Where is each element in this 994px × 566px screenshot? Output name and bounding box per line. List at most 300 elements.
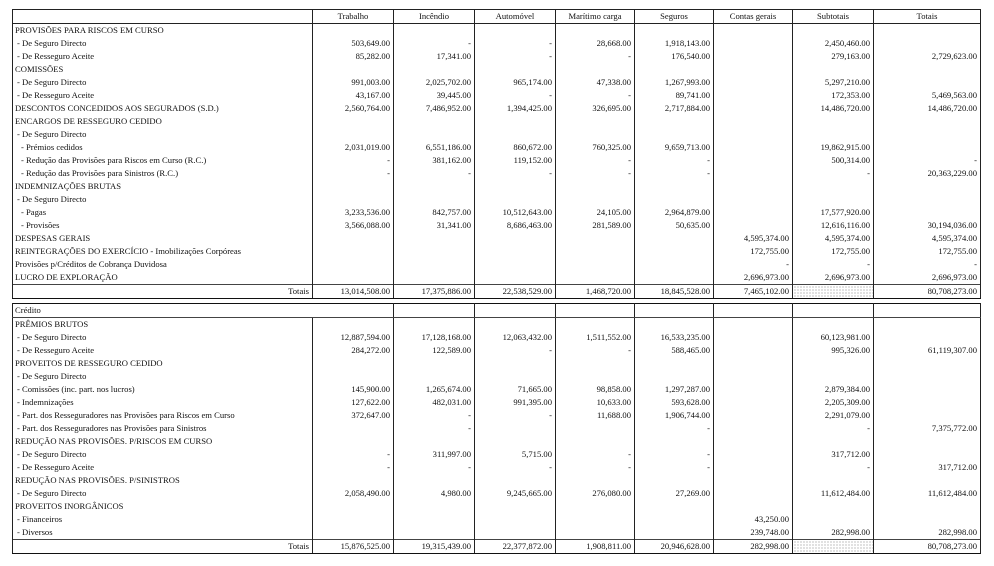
cell-subtotais bbox=[793, 318, 874, 332]
row-label: - De Seguro Directo bbox=[13, 128, 313, 141]
cell-automovel: 5,715.00 bbox=[475, 448, 556, 461]
cell-contas-gerais bbox=[714, 409, 793, 422]
cell-seguros bbox=[635, 193, 714, 206]
cell-contas-gerais bbox=[714, 154, 793, 167]
cell-incendio bbox=[394, 63, 475, 76]
shaded-cell bbox=[793, 285, 874, 299]
cell-maritimo-carga: - bbox=[556, 448, 635, 461]
cell-automovel bbox=[475, 526, 556, 540]
cell-maritimo-carga: 28,668.00 bbox=[556, 37, 635, 50]
cell-trabalho bbox=[313, 63, 394, 76]
cell-automovel bbox=[475, 318, 556, 332]
cell-automovel: 8,686,463.00 bbox=[475, 219, 556, 232]
cell-seguros bbox=[635, 357, 714, 370]
cell-subtotais bbox=[793, 24, 874, 38]
row-label: - De Resseguro Aceite bbox=[13, 344, 313, 357]
cell-totais: 172,755.00 bbox=[874, 245, 981, 258]
cell-totais bbox=[874, 76, 981, 89]
cell-subtotais bbox=[793, 115, 874, 128]
cell-seguros bbox=[635, 115, 714, 128]
cell-incendio bbox=[394, 435, 475, 448]
cell-incendio bbox=[394, 513, 475, 526]
cell-incendio: 17,128,168.00 bbox=[394, 331, 475, 344]
cell-trabalho: 145,900.00 bbox=[313, 383, 394, 396]
cell-contas-gerais bbox=[714, 422, 793, 435]
cell-subtotais bbox=[793, 435, 874, 448]
cell-subtotais bbox=[793, 500, 874, 513]
cell-automovel: 860,672.00 bbox=[475, 141, 556, 154]
cell-totais bbox=[874, 206, 981, 219]
cell-maritimo-carga bbox=[556, 258, 635, 271]
cell-subtotais: 12,616,116.00 bbox=[793, 219, 874, 232]
cell-totais: 61,119,307.00 bbox=[874, 344, 981, 357]
cell-seguros bbox=[635, 128, 714, 141]
cell-subtotais: 5,297,210.00 bbox=[793, 76, 874, 89]
cell-totais bbox=[874, 193, 981, 206]
cell-maritimo-carga bbox=[556, 232, 635, 245]
cell-trabalho bbox=[313, 435, 394, 448]
row-label: DESPESAS GERAIS bbox=[13, 232, 313, 245]
empty-cell bbox=[394, 304, 475, 318]
cell-subtotais: 279,163.00 bbox=[793, 50, 874, 63]
total-seguros: 18,845,528.00 bbox=[635, 285, 714, 299]
cell-seguros: 27,269.00 bbox=[635, 487, 714, 500]
table-row bbox=[13, 258, 981, 271]
cell-maritimo-carga bbox=[556, 500, 635, 513]
table-row bbox=[13, 370, 981, 383]
row-label: - De Seguro Directo bbox=[13, 487, 313, 500]
total-seguros: 20,946,628.00 bbox=[635, 540, 714, 554]
cell-trabalho bbox=[313, 232, 394, 245]
cell-subtotais: 2,205,309.00 bbox=[793, 396, 874, 409]
cell-automovel bbox=[475, 357, 556, 370]
table-row bbox=[13, 318, 981, 332]
cell-incendio: 7,486,952.00 bbox=[394, 102, 475, 115]
cell-incendio bbox=[394, 370, 475, 383]
cell-automovel bbox=[475, 63, 556, 76]
cell-seguros bbox=[635, 513, 714, 526]
cell-contas-gerais bbox=[714, 206, 793, 219]
cell-maritimo-carga: 98,858.00 bbox=[556, 383, 635, 396]
cell-automovel bbox=[475, 422, 556, 435]
cell-seguros bbox=[635, 435, 714, 448]
cell-incendio: 1,265,674.00 bbox=[394, 383, 475, 396]
row-label: PROVISÕES PARA RISCOS EM CURSO bbox=[13, 24, 313, 38]
cell-incendio: 6,551,186.00 bbox=[394, 141, 475, 154]
table-row bbox=[13, 409, 981, 422]
cell-maritimo-carga bbox=[556, 24, 635, 38]
cell-maritimo-carga bbox=[556, 474, 635, 487]
table-row bbox=[13, 232, 981, 245]
cell-subtotais: 60,123,981.00 bbox=[793, 331, 874, 344]
row-label: Provisões p/Créditos de Cobrança Duvidosa bbox=[13, 258, 313, 271]
cell-automovel bbox=[475, 258, 556, 271]
cell-maritimo-carga bbox=[556, 318, 635, 332]
table-row bbox=[13, 461, 981, 474]
cell-contas-gerais bbox=[714, 474, 793, 487]
row-label: - Indemnizações bbox=[13, 396, 313, 409]
table-row bbox=[13, 245, 981, 258]
cell-incendio bbox=[394, 271, 475, 285]
cell-trabalho: 2,058,490.00 bbox=[313, 487, 394, 500]
cell-incendio bbox=[394, 258, 475, 271]
cell-trabalho bbox=[313, 474, 394, 487]
cell-totais bbox=[874, 448, 981, 461]
cell-trabalho bbox=[313, 357, 394, 370]
cell-maritimo-carga bbox=[556, 526, 635, 540]
table-row bbox=[13, 331, 981, 344]
totals-row bbox=[13, 285, 981, 299]
cell-contas-gerais: 172,755.00 bbox=[714, 245, 793, 258]
cell-trabalho bbox=[313, 180, 394, 193]
total-incendio: 19,315,439.00 bbox=[394, 540, 475, 554]
row-label: REDUÇÃO NAS PROVISÕES. P/SINISTROS bbox=[13, 474, 313, 487]
cell-totais bbox=[874, 513, 981, 526]
column-header-seguros: Seguros bbox=[635, 10, 714, 24]
cell-incendio: 31,341.00 bbox=[394, 219, 475, 232]
cell-maritimo-carga bbox=[556, 271, 635, 285]
cell-contas-gerais bbox=[714, 102, 793, 115]
cell-maritimo-carga bbox=[556, 245, 635, 258]
credit-title: Crédito bbox=[13, 304, 394, 318]
table-row bbox=[13, 154, 981, 167]
cell-seguros bbox=[635, 318, 714, 332]
row-label: - Prémios cedidos bbox=[13, 141, 313, 154]
row-label: PROVEITOS INORGÂNICOS bbox=[13, 500, 313, 513]
cell-totais: 20,363,229.00 bbox=[874, 167, 981, 180]
cell-automovel bbox=[475, 370, 556, 383]
credit-section-header bbox=[13, 304, 981, 318]
empty-cell bbox=[874, 304, 981, 318]
cell-trabalho bbox=[313, 370, 394, 383]
cell-subtotais: 172,755.00 bbox=[793, 245, 874, 258]
table-row bbox=[13, 167, 981, 180]
column-header-incendio: Incêndio bbox=[394, 10, 475, 24]
empty-cell bbox=[556, 304, 635, 318]
column-header-contas-gerais: Contas gerais bbox=[714, 10, 793, 24]
cell-automovel bbox=[475, 193, 556, 206]
cell-maritimo-carga bbox=[556, 128, 635, 141]
cell-contas-gerais bbox=[714, 448, 793, 461]
table-row bbox=[13, 141, 981, 154]
row-label: - De Resseguro Aceite bbox=[13, 89, 313, 102]
row-label: - Part. dos Resseguradores nas Provisões para Riscos em Curso bbox=[13, 409, 313, 422]
cell-trabalho: 85,282.00 bbox=[313, 50, 394, 63]
cell-trabalho bbox=[313, 24, 394, 38]
column-header-automovel: Automóvel bbox=[475, 10, 556, 24]
cell-trabalho: - bbox=[313, 154, 394, 167]
cell-automovel bbox=[475, 474, 556, 487]
cell-seguros bbox=[635, 370, 714, 383]
cell-seguros: 1,918,143.00 bbox=[635, 37, 714, 50]
cell-seguros: 2,964,879.00 bbox=[635, 206, 714, 219]
table-row bbox=[13, 76, 981, 89]
cell-automovel bbox=[475, 513, 556, 526]
cell-maritimo-carga: 760,325.00 bbox=[556, 141, 635, 154]
cell-contas-gerais bbox=[714, 115, 793, 128]
row-label: - Part. dos Resseguradores nas Provisões para Sinistros bbox=[13, 422, 313, 435]
empty-cell bbox=[475, 304, 556, 318]
cell-maritimo-carga bbox=[556, 115, 635, 128]
cell-maritimo-carga bbox=[556, 422, 635, 435]
cell-totais: - bbox=[874, 154, 981, 167]
cell-automovel: - bbox=[475, 344, 556, 357]
cell-contas-gerais: 4,595,374.00 bbox=[714, 232, 793, 245]
cell-subtotais: - bbox=[793, 258, 874, 271]
row-label: - De Seguro Directo bbox=[13, 370, 313, 383]
row-label: - De Seguro Directo bbox=[13, 76, 313, 89]
total-automovel: 22,377,872.00 bbox=[475, 540, 556, 554]
cell-automovel: - bbox=[475, 461, 556, 474]
cell-automovel: - bbox=[475, 37, 556, 50]
row-label: - Redução das Provisões para Sinistros (R.C.) bbox=[13, 167, 313, 180]
row-label: - De Seguro Directo bbox=[13, 331, 313, 344]
total-trabalho: 13,014,508.00 bbox=[313, 285, 394, 299]
row-label: - Provisões bbox=[13, 219, 313, 232]
cell-seguros bbox=[635, 526, 714, 540]
cell-subtotais bbox=[793, 128, 874, 141]
total-totais: 80,708,273.00 bbox=[874, 285, 981, 299]
cell-totais bbox=[874, 383, 981, 396]
cell-contas-gerais bbox=[714, 435, 793, 448]
total-incendio: 17,375,886.00 bbox=[394, 285, 475, 299]
cell-totais bbox=[874, 396, 981, 409]
cell-trabalho: 3,233,536.00 bbox=[313, 206, 394, 219]
cell-totais bbox=[874, 318, 981, 332]
cell-automovel: 12,063,432.00 bbox=[475, 331, 556, 344]
cell-maritimo-carga: 47,338.00 bbox=[556, 76, 635, 89]
cell-seguros bbox=[635, 245, 714, 258]
cell-incendio: 842,757.00 bbox=[394, 206, 475, 219]
table-row bbox=[13, 128, 981, 141]
cell-automovel: 119,152.00 bbox=[475, 154, 556, 167]
cell-incendio bbox=[394, 24, 475, 38]
cell-trabalho bbox=[313, 422, 394, 435]
cell-subtotais: 317,712.00 bbox=[793, 448, 874, 461]
table-row bbox=[13, 487, 981, 500]
cell-totais bbox=[874, 474, 981, 487]
cell-incendio: 122,589.00 bbox=[394, 344, 475, 357]
cell-automovel bbox=[475, 128, 556, 141]
total-maritimo-carga: 1,468,720.00 bbox=[556, 285, 635, 299]
table-row bbox=[13, 24, 981, 38]
cell-subtotais: 2,696,973.00 bbox=[793, 271, 874, 285]
cell-totais: 30,194,036.00 bbox=[874, 219, 981, 232]
row-label: - Diversos bbox=[13, 526, 313, 540]
table-row bbox=[13, 474, 981, 487]
row-label: - De Resseguro Aceite bbox=[13, 50, 313, 63]
cell-contas-gerais bbox=[714, 50, 793, 63]
table-row bbox=[13, 115, 981, 128]
row-label: PRÊMIOS BRUTOS bbox=[13, 318, 313, 332]
cell-contas-gerais bbox=[714, 383, 793, 396]
cell-subtotais: - bbox=[793, 422, 874, 435]
cell-trabalho: 991,003.00 bbox=[313, 76, 394, 89]
cell-contas-gerais bbox=[714, 219, 793, 232]
cell-seguros: - bbox=[635, 422, 714, 435]
cell-seguros bbox=[635, 258, 714, 271]
row-label: - De Resseguro Aceite bbox=[13, 461, 313, 474]
cell-trabalho bbox=[313, 271, 394, 285]
cell-maritimo-carga bbox=[556, 180, 635, 193]
cell-maritimo-carga bbox=[556, 357, 635, 370]
cell-totais bbox=[874, 435, 981, 448]
cell-automovel bbox=[475, 500, 556, 513]
cell-incendio: 39,445.00 bbox=[394, 89, 475, 102]
cell-trabalho bbox=[313, 193, 394, 206]
row-label: - De Seguro Directo bbox=[13, 193, 313, 206]
cell-totais bbox=[874, 409, 981, 422]
cell-totais: 4,595,374.00 bbox=[874, 232, 981, 245]
cell-contas-gerais bbox=[714, 318, 793, 332]
row-label: DESCONTOS CONCEDIDOS AOS SEGURADOS (S.D.) bbox=[13, 102, 313, 115]
totals-row bbox=[13, 540, 981, 554]
cell-trabalho: - bbox=[313, 167, 394, 180]
cell-incendio: - bbox=[394, 461, 475, 474]
cell-seguros: 50,635.00 bbox=[635, 219, 714, 232]
cell-incendio: - bbox=[394, 422, 475, 435]
debit-table bbox=[12, 9, 981, 299]
cell-seguros: 89,741.00 bbox=[635, 89, 714, 102]
cell-contas-gerais bbox=[714, 193, 793, 206]
cell-trabalho: 284,272.00 bbox=[313, 344, 394, 357]
total-contas-gerais: 7,465,102.00 bbox=[714, 285, 793, 299]
cell-automovel bbox=[475, 180, 556, 193]
cell-totais: 2,696,973.00 bbox=[874, 271, 981, 285]
table-row bbox=[13, 435, 981, 448]
cell-trabalho: 2,031,019.00 bbox=[313, 141, 394, 154]
table-row bbox=[13, 63, 981, 76]
cell-automovel: 9,245,665.00 bbox=[475, 487, 556, 500]
cell-trabalho bbox=[313, 128, 394, 141]
cell-seguros bbox=[635, 271, 714, 285]
table-row bbox=[13, 89, 981, 102]
cell-subtotais: 2,879,384.00 bbox=[793, 383, 874, 396]
cell-trabalho: - bbox=[313, 448, 394, 461]
cell-totais bbox=[874, 128, 981, 141]
cell-seguros: 593,628.00 bbox=[635, 396, 714, 409]
totals-label: Totais bbox=[13, 540, 313, 554]
table-row bbox=[13, 396, 981, 409]
cell-subtotais: 11,612,484.00 bbox=[793, 487, 874, 500]
cell-seguros: - bbox=[635, 461, 714, 474]
cell-contas-gerais bbox=[714, 76, 793, 89]
cell-subtotais bbox=[793, 474, 874, 487]
cell-contas-gerais bbox=[714, 180, 793, 193]
cell-contas-gerais bbox=[714, 167, 793, 180]
cell-maritimo-carga: - bbox=[556, 461, 635, 474]
cell-seguros: 2,717,884.00 bbox=[635, 102, 714, 115]
cell-totais bbox=[874, 63, 981, 76]
cell-trabalho: 372,647.00 bbox=[313, 409, 394, 422]
cell-incendio: 17,341.00 bbox=[394, 50, 475, 63]
shaded-cell bbox=[793, 540, 874, 554]
total-contas-gerais: 282,998.00 bbox=[714, 540, 793, 554]
row-label: REINTEGRAÇÕES DO EXERCÍCIO - Imobilizações Corpóreas bbox=[13, 245, 313, 258]
cell-maritimo-carga bbox=[556, 193, 635, 206]
cell-totais: 14,486,720.00 bbox=[874, 102, 981, 115]
cell-contas-gerais bbox=[714, 357, 793, 370]
empty-cell bbox=[793, 304, 874, 318]
cell-subtotais: 17,577,920.00 bbox=[793, 206, 874, 219]
cell-automovel: - bbox=[475, 409, 556, 422]
cell-maritimo-carga: - bbox=[556, 50, 635, 63]
row-label: COMISSÕES bbox=[13, 63, 313, 76]
empty-cell bbox=[635, 304, 714, 318]
cell-subtotais: 500,314.00 bbox=[793, 154, 874, 167]
cell-seguros: 9,659,713.00 bbox=[635, 141, 714, 154]
cell-automovel: 71,665.00 bbox=[475, 383, 556, 396]
table-row bbox=[13, 37, 981, 50]
cell-subtotais bbox=[793, 193, 874, 206]
totals-label: Totais bbox=[13, 285, 313, 299]
cell-contas-gerais bbox=[714, 344, 793, 357]
table-row bbox=[13, 271, 981, 285]
cell-maritimo-carga: - bbox=[556, 154, 635, 167]
cell-trabalho: 3,566,088.00 bbox=[313, 219, 394, 232]
cell-incendio: 2,025,702.00 bbox=[394, 76, 475, 89]
cell-trabalho bbox=[313, 245, 394, 258]
cell-contas-gerais bbox=[714, 487, 793, 500]
cell-subtotais: 4,595,374.00 bbox=[793, 232, 874, 245]
table-row bbox=[13, 448, 981, 461]
cell-incendio: 381,162.00 bbox=[394, 154, 475, 167]
cell-automovel bbox=[475, 115, 556, 128]
cell-maritimo-carga: 11,688.00 bbox=[556, 409, 635, 422]
cell-totais bbox=[874, 24, 981, 38]
cell-totais bbox=[874, 180, 981, 193]
cell-trabalho: 2,560,764.00 bbox=[313, 102, 394, 115]
cell-maritimo-carga: 326,695.00 bbox=[556, 102, 635, 115]
table-row bbox=[13, 422, 981, 435]
table-row bbox=[13, 206, 981, 219]
row-label: INDEMNIZAÇÕES BRUTAS bbox=[13, 180, 313, 193]
total-automovel: 22,538,529.00 bbox=[475, 285, 556, 299]
cell-subtotais: 995,326.00 bbox=[793, 344, 874, 357]
cell-totais bbox=[874, 357, 981, 370]
cell-subtotais bbox=[793, 513, 874, 526]
cell-contas-gerais: 2,696,973.00 bbox=[714, 271, 793, 285]
cell-automovel: - bbox=[475, 50, 556, 63]
cell-trabalho bbox=[313, 258, 394, 271]
cell-seguros: 1,297,287.00 bbox=[635, 383, 714, 396]
cell-trabalho: 503,649.00 bbox=[313, 37, 394, 50]
cell-totais bbox=[874, 37, 981, 50]
cell-totais: 282,998.00 bbox=[874, 526, 981, 540]
cell-trabalho bbox=[313, 500, 394, 513]
cell-incendio bbox=[394, 232, 475, 245]
cell-contas-gerais bbox=[714, 396, 793, 409]
cell-contas-gerais bbox=[714, 89, 793, 102]
cell-automovel bbox=[475, 271, 556, 285]
cell-incendio bbox=[394, 180, 475, 193]
column-header-row bbox=[13, 10, 981, 24]
cell-automovel bbox=[475, 24, 556, 38]
cell-trabalho: 127,622.00 bbox=[313, 396, 394, 409]
cell-incendio: 311,997.00 bbox=[394, 448, 475, 461]
cell-subtotais: 14,486,720.00 bbox=[793, 102, 874, 115]
cell-subtotais: 2,450,460.00 bbox=[793, 37, 874, 50]
total-totais: 80,708,273.00 bbox=[874, 540, 981, 554]
row-label: LUCRO DE EXPLORAÇÃO bbox=[13, 271, 313, 285]
cell-incendio bbox=[394, 128, 475, 141]
cell-automovel bbox=[475, 245, 556, 258]
row-label: PROVEITOS DE RESSEGURO CEDIDO bbox=[13, 357, 313, 370]
cell-maritimo-carga: - bbox=[556, 344, 635, 357]
cell-subtotais: - bbox=[793, 167, 874, 180]
cell-maritimo-carga bbox=[556, 513, 635, 526]
cell-totais bbox=[874, 331, 981, 344]
